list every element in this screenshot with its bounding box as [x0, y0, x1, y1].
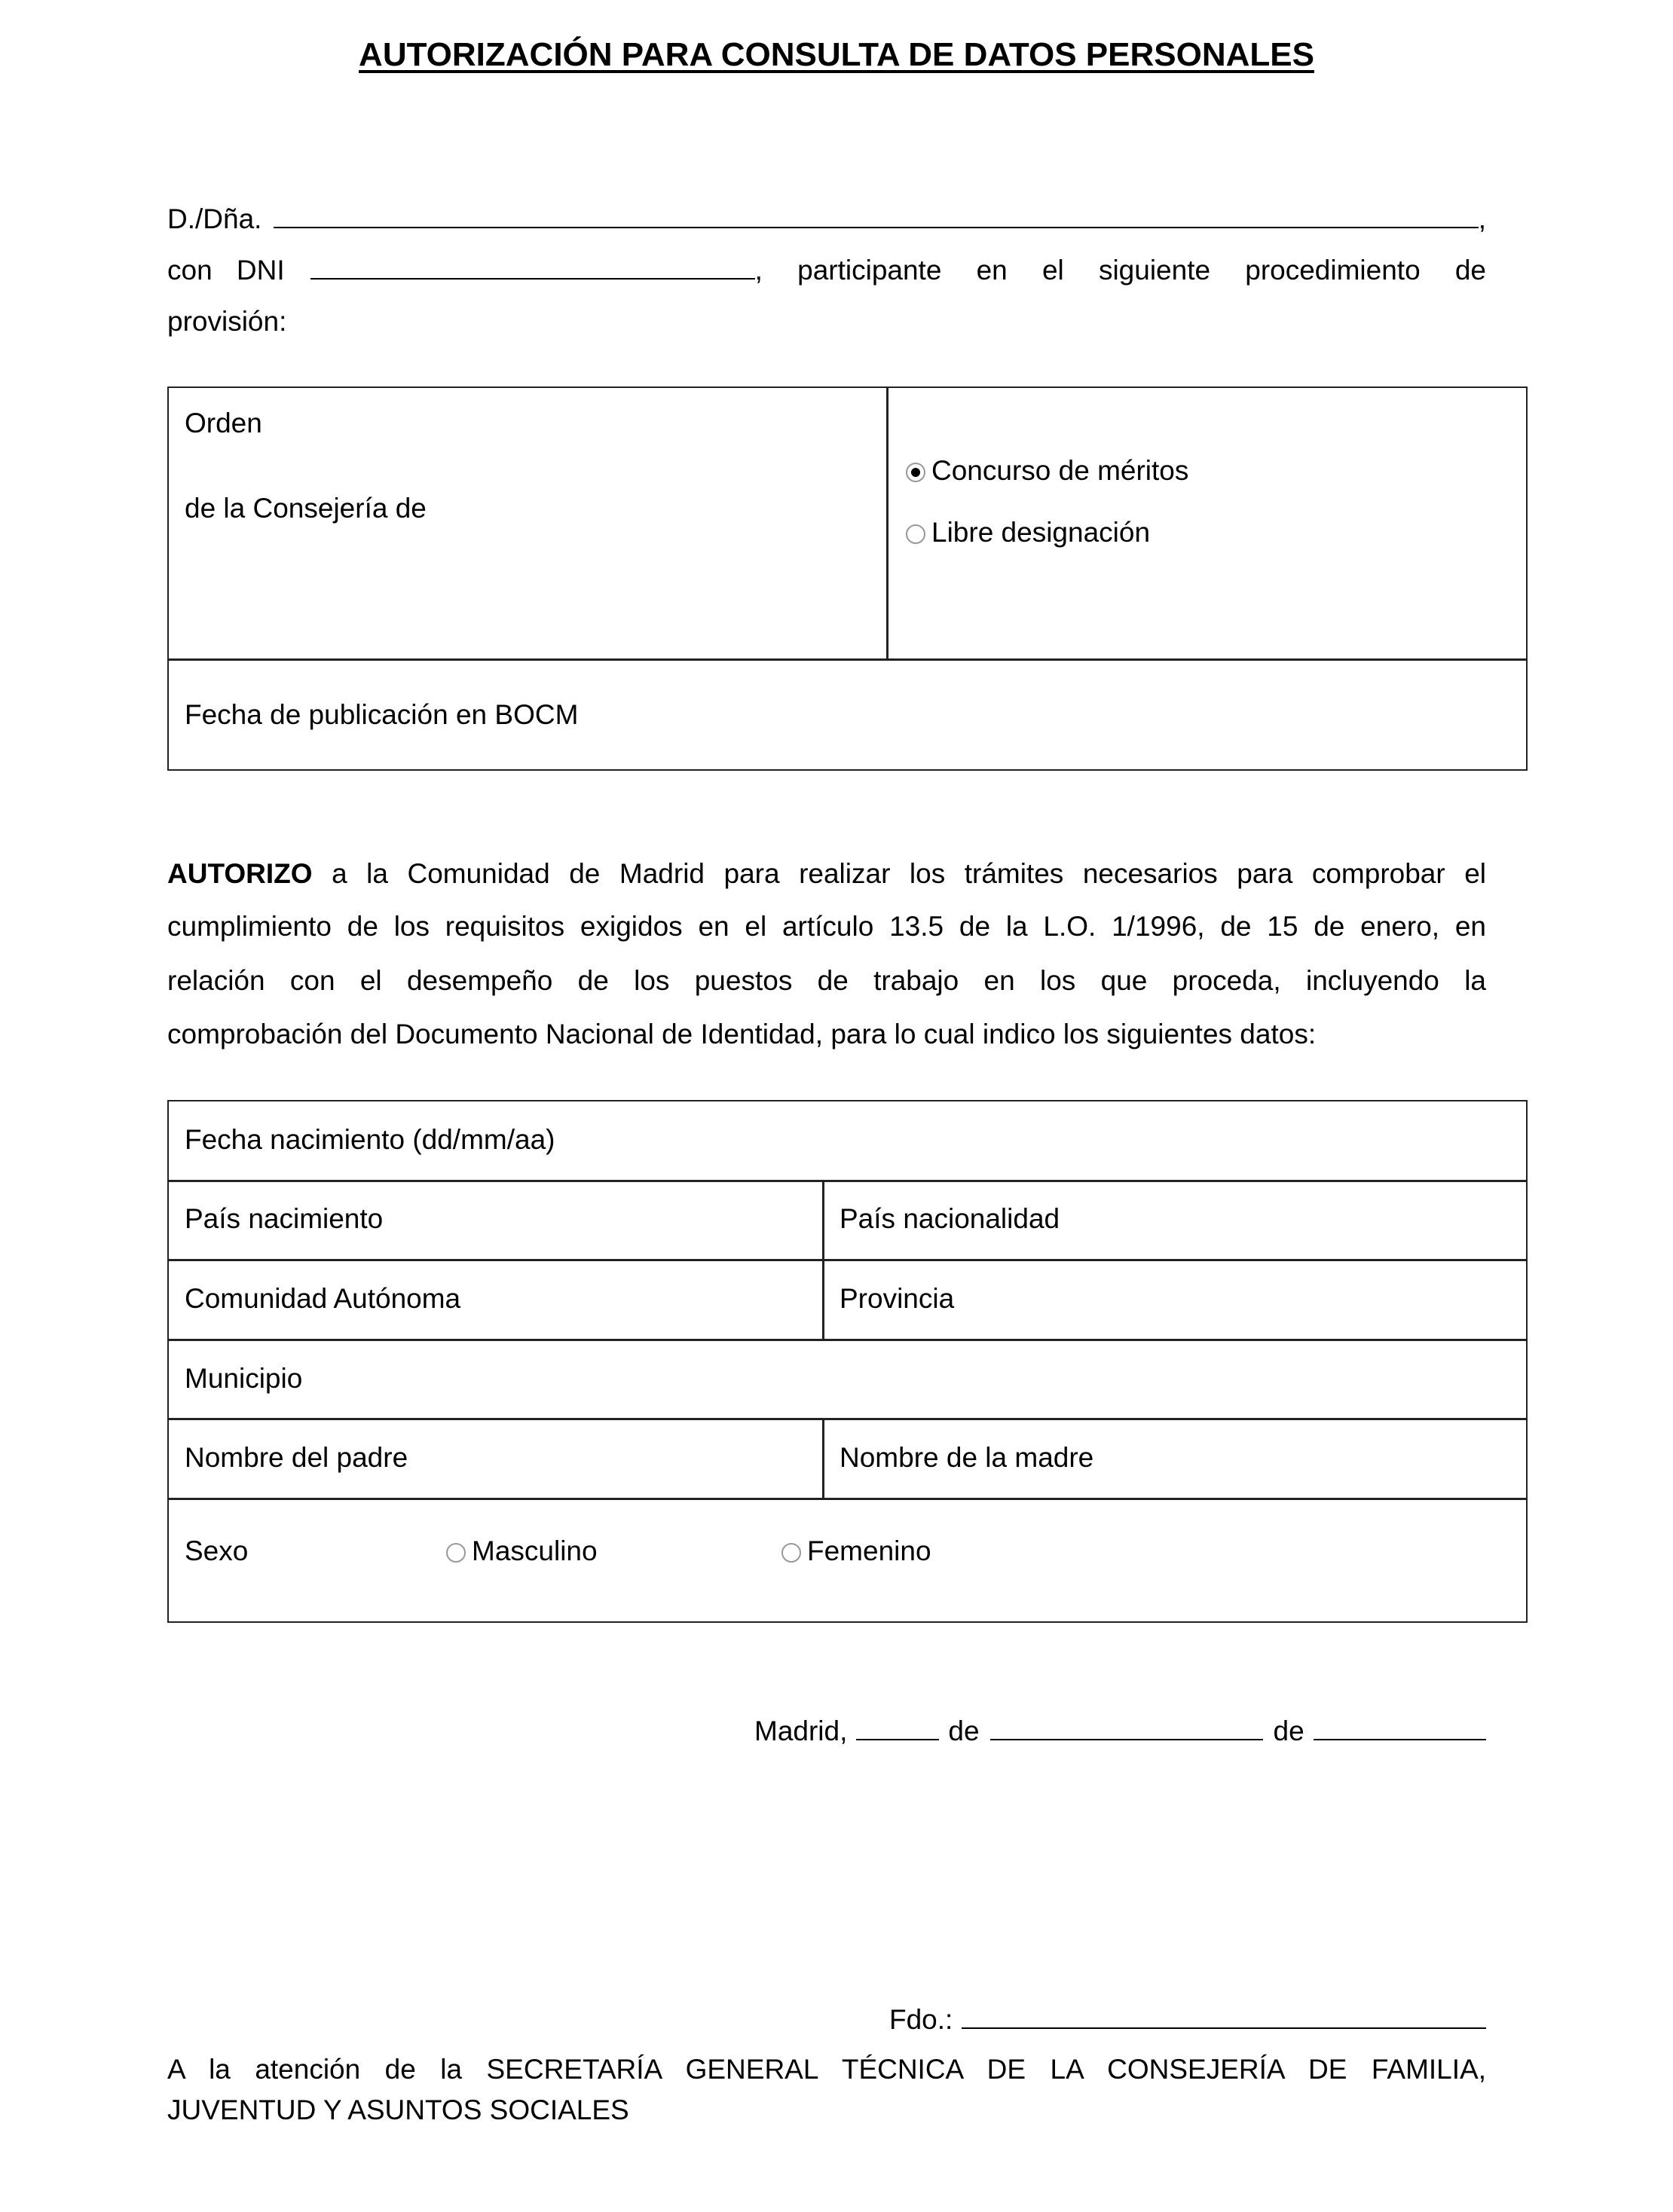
signature-label: Fdo.: — [889, 2004, 953, 2035]
radio-masculino[interactable] — [446, 1535, 598, 1568]
divider — [167, 1259, 1528, 1261]
dni-field[interactable] — [310, 251, 755, 280]
radio-checked-icon[interactable] — [906, 463, 925, 482]
radio-concurso[interactable] — [906, 454, 1188, 487]
orden-label: Orden — [185, 408, 262, 438]
word: siguiente — [1098, 255, 1211, 286]
signature-line — [889, 2000, 1486, 2033]
paragraph-line — [167, 855, 1486, 893]
name-label: D./Dña. — [167, 203, 262, 234]
autorizo-bold: AUTORIZO — [167, 858, 313, 889]
text: a la Comunidad de Madrid para realizar los trámites necesarios para comprobar el — [332, 858, 1487, 889]
word: de — [1454, 255, 1486, 286]
radio-unchecked-icon[interactable] — [906, 524, 925, 544]
footer-line: A la atención de la SECRETARÍA GENERAL TÉCNICA DE LA CONSEJERÍA DE FAMILIA, — [167, 2054, 1486, 2085]
padre-label: Nombre del padre — [185, 1442, 408, 1473]
word: procedimiento — [1245, 255, 1421, 286]
divider — [167, 1498, 1528, 1500]
radio-unchecked-icon[interactable] — [781, 1543, 801, 1563]
signature-field[interactable] — [962, 2000, 1486, 2029]
divider — [822, 1180, 824, 1340]
provincia-label: Provincia — [840, 1283, 955, 1314]
day-field[interactable] — [856, 1712, 939, 1740]
dni-suffix: , participante en el siguiente procedimiento de — [754, 255, 1486, 286]
pais-nacimiento-label: País nacimiento — [185, 1203, 384, 1234]
divider — [167, 1180, 1528, 1182]
dni-line — [167, 251, 1486, 284]
paragraph-line: comprobación del Documento Nacional de Identidad, para lo cual indico los siguientes datos: — [167, 1019, 1317, 1049]
madre-label: Nombre de la madre — [840, 1442, 1094, 1473]
radio-label: Masculino — [472, 1535, 598, 1566]
divider — [167, 1339, 1528, 1341]
paragraph-line: cumplimiento de los requisitos exigidos en el artículo 13.5 de la L.O. 1/1996, de 15 de enero, en — [167, 911, 1486, 942]
fecha-nacimiento-label: Fecha nacimiento (dd/mm/aa) — [185, 1124, 555, 1155]
radio-libre[interactable] — [906, 516, 1150, 549]
divider — [822, 1418, 824, 1499]
pais-nacionalidad-label: País nacionalidad — [840, 1203, 1060, 1234]
name-line — [167, 200, 1486, 233]
word: participante — [797, 255, 942, 286]
radio-label: Libre designación — [931, 517, 1151, 548]
radio-label: Femenino — [807, 1535, 931, 1566]
sexo-label: Sexo — [185, 1535, 249, 1566]
consejeria-label: de la Consejería de — [185, 493, 427, 524]
month-field[interactable] — [990, 1712, 1263, 1740]
radio-femenino[interactable] — [781, 1535, 931, 1568]
word: en — [976, 255, 1008, 286]
municipio-label: Municipio — [185, 1363, 303, 1394]
dni-label: con DNI — [167, 255, 285, 286]
radio-unchecked-icon[interactable] — [446, 1543, 466, 1563]
date-line — [754, 1712, 1486, 1745]
year-field[interactable] — [1314, 1712, 1486, 1740]
name-suffix: , — [1478, 203, 1486, 234]
comunidad-label: Comunidad Autónoma — [185, 1283, 461, 1314]
city-label: Madrid, — [754, 1716, 848, 1746]
divider — [167, 1418, 1528, 1420]
divider — [167, 658, 1528, 661]
paragraph-line: relación con el desempeño de los puestos de trabajo en los que proceda, incluyendo la — [167, 965, 1486, 996]
divider — [886, 386, 888, 659]
radio-label: Concurso de méritos — [931, 455, 1189, 486]
fecha-bocm-label: Fecha de publicación en BOCM — [185, 699, 579, 730]
provision-label: provisión: — [167, 306, 287, 337]
de-label: de — [1273, 1716, 1304, 1746]
document-title: AUTORIZACIÓN PARA CONSULTA DE DATOS PERSONALES — [359, 36, 1314, 73]
footer-line: JUVENTUD Y ASUNTOS SOCIALES — [167, 2094, 629, 2125]
de-label: de — [948, 1716, 980, 1746]
name-field[interactable] — [274, 200, 1478, 228]
word: el — [1041, 255, 1064, 286]
